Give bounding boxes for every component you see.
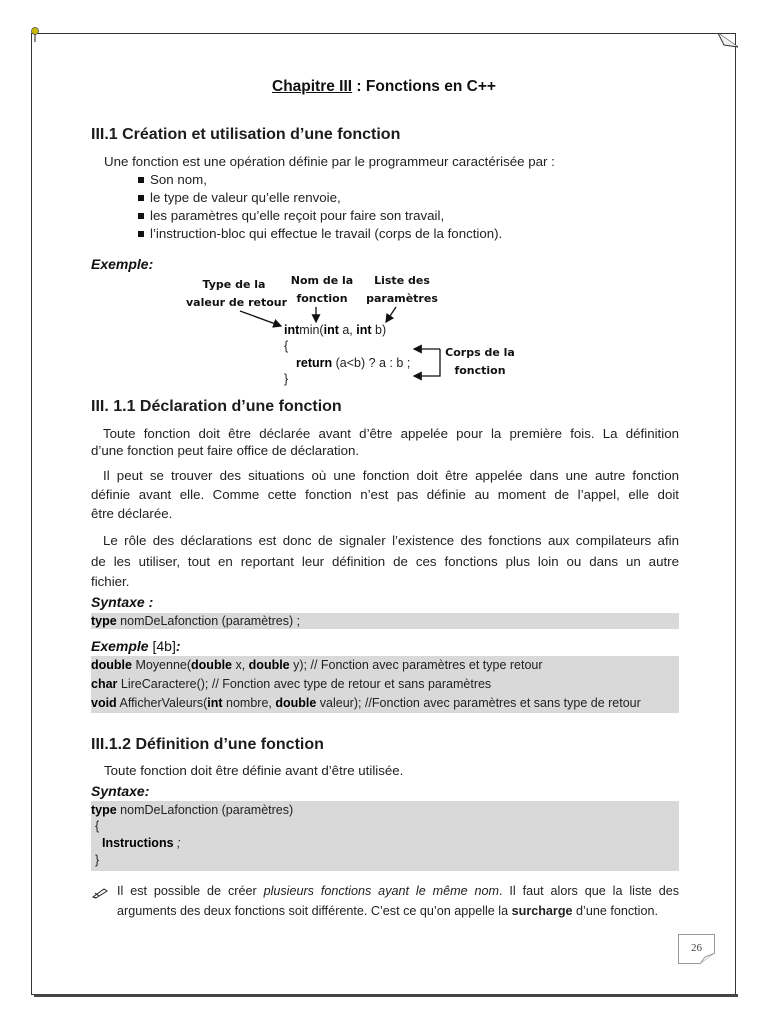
bullet-item: les paramètres qu’elle reçoit pour faire son travail, bbox=[138, 208, 444, 223]
diagram-code-signature: intmin(int a, int b) bbox=[284, 323, 387, 337]
example-label: Exemple: bbox=[91, 256, 154, 272]
bullet-icon bbox=[138, 231, 144, 237]
paragraph-line: de les utiliser, tout en reportant leur définition de ces fonctions plus loin ou dans un autre bbox=[91, 554, 679, 569]
page-corner-fold-icon bbox=[700, 953, 716, 965]
page-shadow bbox=[34, 994, 738, 997]
code-line: } bbox=[95, 853, 100, 867]
note-line-1: Il est possible de créer plusieurs fonctions ayant le même nom. Il faut alors que la liste des bbox=[117, 884, 679, 898]
example-label-2: Exemple [4b]: bbox=[91, 638, 181, 654]
label-parameter-list: Liste des paramètres bbox=[366, 274, 438, 305]
paragraph-line: être déclarée. bbox=[91, 506, 173, 521]
section-heading-1-2: III.1.2 Définition d’une fonction bbox=[91, 736, 324, 753]
diagram-code-open: { bbox=[284, 339, 289, 353]
code-line: type nomDeLafonction (paramètres) bbox=[91, 803, 294, 817]
section-1-2-intro: Toute fonction doit être définie avant d’être utilisée. bbox=[104, 763, 404, 778]
code-line: double Moyenne(double x, double y); // Fonction avec paramètres et type retour bbox=[91, 658, 543, 672]
label-function-name: Nom de la fonction bbox=[290, 274, 354, 305]
code-line: void AfficherValeurs(int nombre, double valeur); //Fonction avec paramètres et sans type de retour bbox=[91, 696, 641, 710]
bullet-item: Son nom, bbox=[138, 172, 207, 187]
diagram-code-close: } bbox=[284, 372, 289, 386]
chapter-title: Chapitre III : Fonctions en C++ bbox=[272, 78, 496, 95]
diagram-code-return: return (a<b) ? a : b ; bbox=[296, 356, 411, 370]
paragraph-line: définie avant elle. Comme cette fonction n’est pas définie au moment de l’appel, elle doit bbox=[91, 487, 679, 502]
paragraph-line: d’une fonction peut faire office de déclaration. bbox=[91, 443, 360, 458]
section-heading-1-1: III. 1.1 Déclaration d’une fonction bbox=[91, 398, 342, 415]
code-line: char LireCaractere(); // Fonction avec type de retour et sans paramètres bbox=[91, 677, 492, 691]
pin-icon bbox=[30, 27, 40, 43]
label-return-type: Type de la valeur de retour bbox=[186, 278, 288, 309]
pencil-note-icon bbox=[92, 887, 108, 899]
paragraph-line: Le rôle des déclarations est donc de signaler l’existence des fonctions aux compilateurs afin bbox=[103, 533, 679, 548]
label-function-body: Corps de la fonction bbox=[445, 346, 515, 377]
note-line-2: arguments des deux fonctions soit différente. C’est ce qu’on appelle la surcharge d’une fonction. bbox=[117, 904, 658, 918]
code-line: { bbox=[95, 819, 100, 833]
folded-corner-icon bbox=[718, 33, 738, 49]
syntax-label: Syntaxe : bbox=[91, 594, 154, 610]
paragraph-line: fichier. bbox=[91, 574, 130, 589]
page-number: 26 bbox=[678, 934, 715, 964]
section-1-intro: Une fonction est une opération définie par le programmeur caractérisée par : bbox=[104, 154, 555, 169]
code-line: Instructions ; bbox=[102, 836, 181, 850]
section-heading-1: III.1 Création et utilisation d’une fonction bbox=[91, 126, 401, 143]
syntax-code-block: type nomDeLafonction (paramètres) ; bbox=[91, 613, 679, 629]
bullet-icon bbox=[138, 213, 144, 219]
bullet-icon bbox=[138, 195, 144, 201]
paragraph-line: Il peut se trouver des situations où une fonction doit être appelée dans une autre fonction bbox=[103, 468, 679, 483]
bullet-icon bbox=[138, 177, 144, 183]
bullet-item: l’instruction-bloc qui effectue le travail (corps de la fonction). bbox=[138, 226, 502, 241]
paragraph-line: Toute fonction doit être déclarée avant d’être appelée pour la première fois. La définition bbox=[103, 426, 679, 441]
bullet-item: le type de valeur qu’elle renvoie, bbox=[138, 190, 341, 205]
syntax-label-2: Syntaxe: bbox=[91, 783, 150, 799]
